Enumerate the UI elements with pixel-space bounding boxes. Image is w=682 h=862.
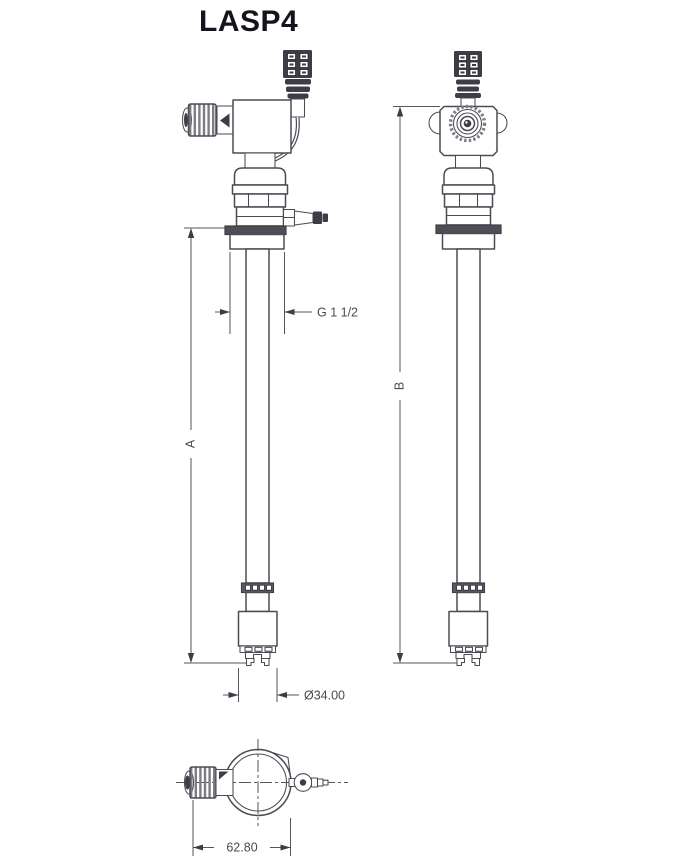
arrow-left-icon [193,845,203,851]
arrow-down-icon [188,653,194,663]
thread-section-front [443,234,495,250]
page-title: LASP4 [199,5,299,38]
arrow-left-icon [285,309,295,315]
dimension-a-label: A [183,439,198,449]
dimension-probe-diameter [223,668,345,703]
housing-body-front [429,107,507,156]
gland-stack-side [233,153,288,226]
dimension-b-label: B [392,381,407,391]
probe-tube-side [246,249,269,583]
connector-plug-front-icon [454,51,482,107]
float-tip-front [449,612,488,666]
tube-collar-side [242,583,274,593]
probe-tube-lower-front [457,593,480,612]
float-tip-side [239,612,278,666]
port-bulge-right [497,113,507,133]
housing-body-side [233,100,291,153]
mounting-flange-front [436,225,501,234]
gland-stack-front [443,156,495,226]
overall-width-label: 62.80 [226,840,258,855]
dimension-overall-width [193,800,291,856]
probe-tube-lower-side [246,593,269,612]
arrow-up-icon [188,228,194,238]
arrow-right-icon [229,692,239,698]
tube-collar-front [453,583,485,593]
side-port [284,210,329,227]
arrow-up-icon [397,107,403,117]
mounting-flange-side [225,226,286,235]
thread-size-label: G 1 1/2 [317,305,358,320]
probe-tube-front [457,249,480,583]
side-view [183,50,329,666]
front-view [429,51,507,666]
adjustment-knob-side [183,104,234,136]
top-view [176,739,348,826]
knob-bulge-left [429,112,440,134]
adjustment-knob-top [185,767,234,798]
arrow-right-icon [281,845,291,851]
thread-section-side [230,235,284,250]
probe-diameter-label: Ø34.00 [304,688,346,703]
dimension-length-a [183,228,246,663]
dimension-thread-size [215,252,358,334]
side-port-top [289,774,328,792]
arrow-left-icon [277,692,287,698]
arrow-down-icon [397,653,403,663]
arrow-right-icon [220,309,230,315]
